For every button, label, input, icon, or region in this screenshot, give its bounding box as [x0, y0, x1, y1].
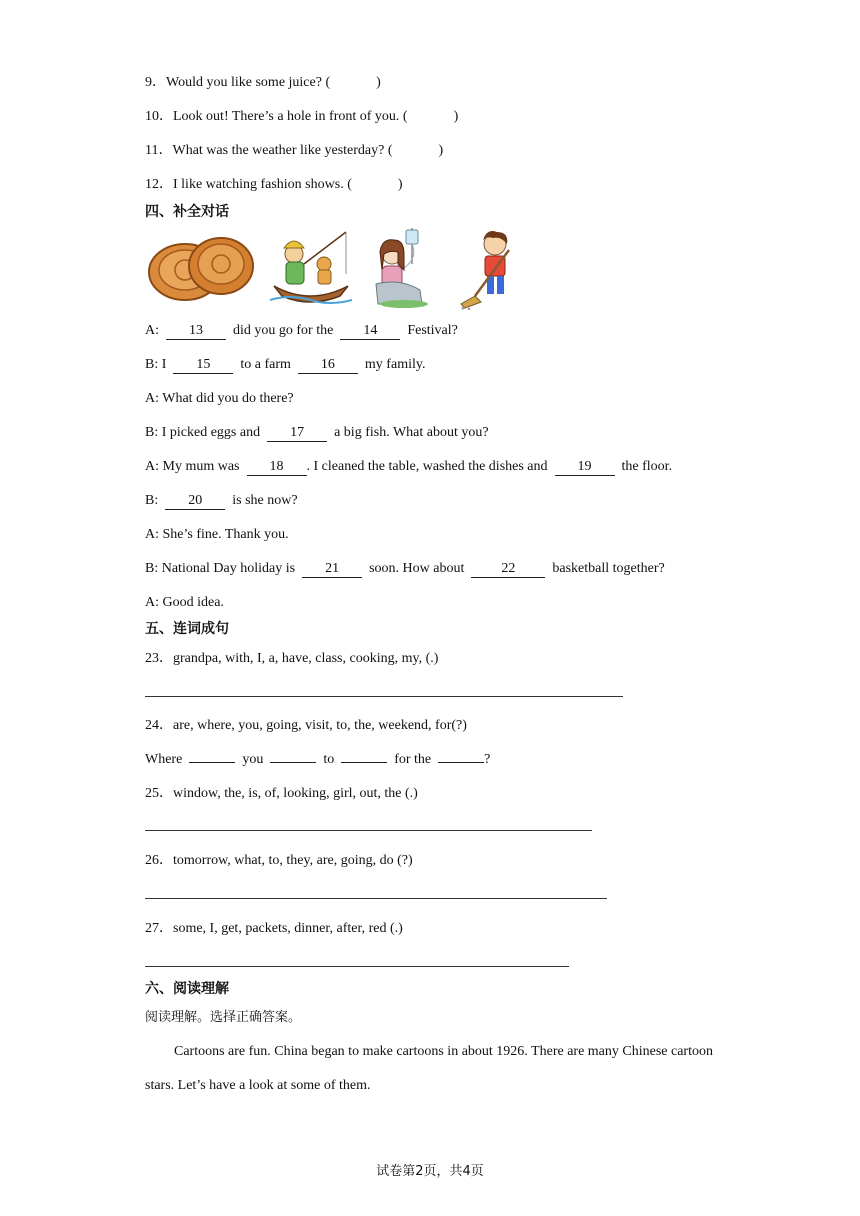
sick-girl-image: [370, 224, 434, 310]
blank-24b[interactable]: [270, 762, 316, 763]
fishing-boat-image: [270, 224, 352, 308]
reading-instruction: 阅读理解。选择正确答案。: [145, 1010, 302, 1025]
question-25: 25．window, the, is, of, looking, girl, out, the (.): [145, 786, 418, 801]
blank-24d[interactable]: [438, 762, 484, 763]
dialogue-line-6: B: 20 is she now?: [145, 493, 298, 508]
blank-24a[interactable]: [189, 762, 235, 763]
blank-20[interactable]: 20: [165, 493, 225, 510]
dialogue-line-8: B: National Day holiday is 21 soon. How about 22 basketball together?: [145, 561, 665, 576]
answer-line-25[interactable]: [145, 830, 592, 831]
blank-21[interactable]: 21: [302, 561, 362, 578]
sweeping-boy-image: [457, 228, 521, 310]
question-23: 23．grandpa, with, I, a, have, class, cooking, my, (.): [145, 651, 439, 666]
blank-15[interactable]: 15: [173, 357, 233, 374]
dialogue-line-5: A: My mum was 18 . I cleaned the table, washed the dishes and 19 the floor.: [145, 459, 673, 474]
section-6-heading: 六、阅读理解: [145, 981, 229, 997]
blank-24c[interactable]: [341, 762, 387, 763]
answer-line-26[interactable]: [145, 898, 607, 899]
blank-18[interactable]: 18: [247, 459, 307, 476]
picture-row: [145, 224, 525, 310]
blank-14[interactable]: 14: [340, 323, 400, 340]
answer-line-23[interactable]: [145, 696, 623, 697]
blank-19[interactable]: 19: [555, 459, 615, 476]
blank-16[interactable]: 16: [298, 357, 358, 374]
reading-paragraph: Cartoons are fun. China began to make cartoons in about 1926. There are many Chinese cartoon stars. Let’s have a look at some of them.: [145, 1044, 713, 1093]
question-24: 24．are, where, you, going, visit, to, the, weekend, for(?): [145, 718, 467, 733]
mooncakes-image: [145, 232, 255, 302]
question-11: 11．What was the weather like yesterday? ( ): [145, 143, 444, 158]
dialogue-line-3: A: What did you do there?: [145, 391, 294, 406]
blank-22[interactable]: 22: [471, 561, 545, 578]
question-24-fill: Where you to for the ?: [145, 752, 491, 767]
dialogue-line-7: A: She’s fine. Thank you.: [145, 527, 289, 542]
question-9: 9．Would you like some juice? ( ): [145, 75, 381, 90]
answer-line-27[interactable]: [145, 966, 569, 967]
dialogue-line-2: B: I 15 to a farm 16 my family.: [145, 357, 426, 372]
question-10: 10．Look out! There’s a hole in front of you. ( ): [145, 109, 459, 124]
blank-13[interactable]: 13: [166, 323, 226, 340]
section-5-heading: 五、连词成句: [145, 621, 229, 637]
dialogue-line-4: B: I picked eggs and 17 a big fish. What about you?: [145, 425, 489, 440]
blank-17[interactable]: 17: [267, 425, 327, 442]
page-footer: 试卷第2页，共4页: [376, 1164, 484, 1179]
question-26: 26．tomorrow, what, to, they, are, going, do (?): [145, 853, 413, 868]
question-12: 12．I like watching fashion shows. ( ): [145, 177, 403, 192]
question-27: 27．some, I, get, packets, dinner, after, red (.): [145, 921, 403, 936]
dialogue-line-1: A: 13 did you go for the 14 Festival?: [145, 323, 458, 338]
dialogue-line-9: A: Good idea.: [145, 595, 224, 610]
section-4-heading: 四、补全对话: [145, 204, 229, 220]
